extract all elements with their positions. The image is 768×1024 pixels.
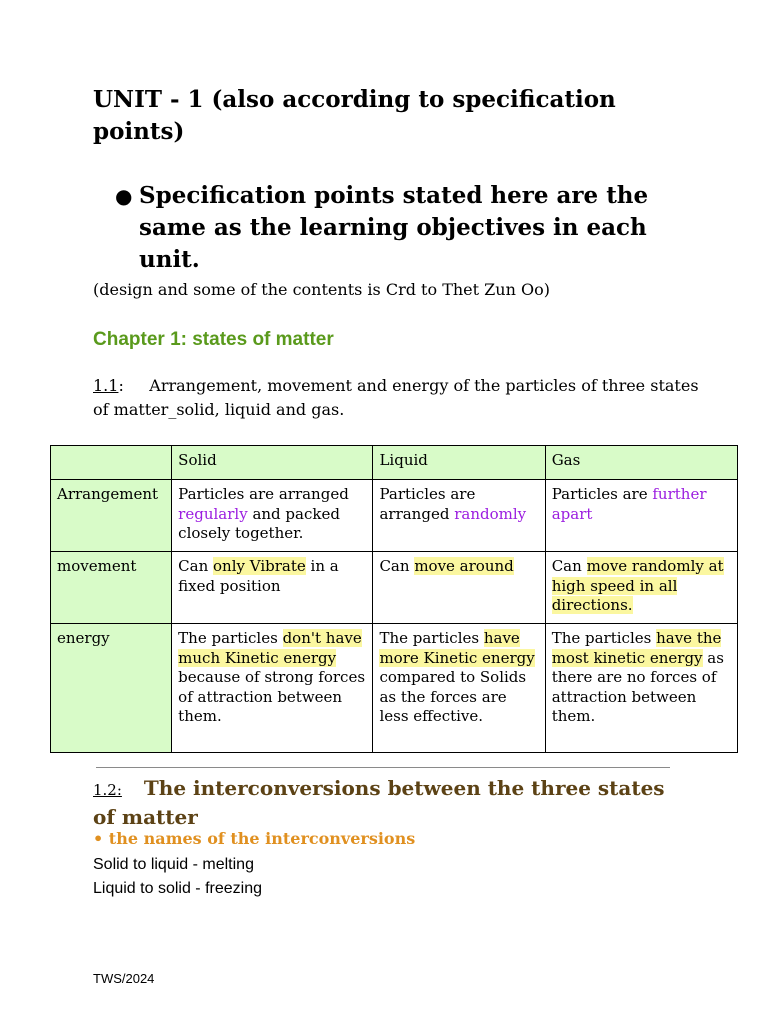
table-header-row xyxy=(51,446,738,480)
states-of-matter-table xyxy=(50,445,738,753)
cell-liquid-movement: Can move around xyxy=(373,552,545,624)
section-title: The interconversions between the three states of matter xyxy=(93,776,665,829)
bullet-icon: ● xyxy=(115,184,133,208)
cell-gas-arrangement: Particles are further apart xyxy=(545,480,737,552)
cell-solid-movement: Can only Vibrate in a fixed position xyxy=(172,552,373,624)
list-item: Liquid to solid - freezing xyxy=(93,880,262,897)
header-cell-gas: Gas xyxy=(545,446,737,480)
header-cell-empty xyxy=(51,446,172,480)
credit-note: (design and some of the contents is Crd to Thet Zun Oo) xyxy=(93,280,550,299)
horizontal-divider xyxy=(96,767,670,768)
section-text: Arrangement, movement and energy of the particles of three states of matter_solid, liquid and gas. xyxy=(93,376,699,419)
list-item: Solid to liquid - melting xyxy=(93,856,254,873)
table-row xyxy=(51,480,738,552)
interconversion-list xyxy=(93,853,262,901)
header-cell-solid: Solid xyxy=(172,446,373,480)
section-number: 1.1 xyxy=(93,376,119,395)
cell-solid-arrangement: Particles are arranged regularly and packed closely together. xyxy=(172,480,373,552)
cell-liquid-energy: The particles have more Kinetic energy compared to Solids as the forces are less effective. xyxy=(373,624,545,753)
interconversion-bullet: • the names of the interconversions xyxy=(93,829,416,848)
table-row xyxy=(51,552,738,624)
cell-gas-movement: Can move randomly at high speed in all directions. xyxy=(545,552,737,624)
section-1-2-heading xyxy=(93,775,693,831)
cell-gas-energy: The particles have the most kinetic energy as there are no forces of attraction between them. xyxy=(545,624,737,753)
spec-bullet-text: Specification points stated here are the same as the learning objectives in each unit. xyxy=(139,182,649,273)
cell-solid-energy: The particles don't have much Kinetic energy because of strong forces of attraction between them. xyxy=(172,624,373,753)
chapter-heading: Chapter 1: states of matter xyxy=(93,329,334,350)
page-title: UNIT - 1 (also according to specification points) xyxy=(93,86,616,145)
row-label-energy: energy xyxy=(51,624,172,753)
footer-text: TWS/2024 xyxy=(93,971,155,986)
row-label-arrangement: Arrangement xyxy=(51,480,172,552)
table-row xyxy=(51,624,738,753)
header-cell-liquid: Liquid xyxy=(373,446,545,480)
section-1-1: 1.1: Arrangement, movement and energy of the particles of three states of matter_solid, liquid and gas. xyxy=(93,376,699,419)
section-number: 1.2: xyxy=(93,781,122,799)
row-label-movement: movement xyxy=(51,552,172,624)
cell-liquid-arrangement: Particles are arranged randomly xyxy=(373,480,545,552)
